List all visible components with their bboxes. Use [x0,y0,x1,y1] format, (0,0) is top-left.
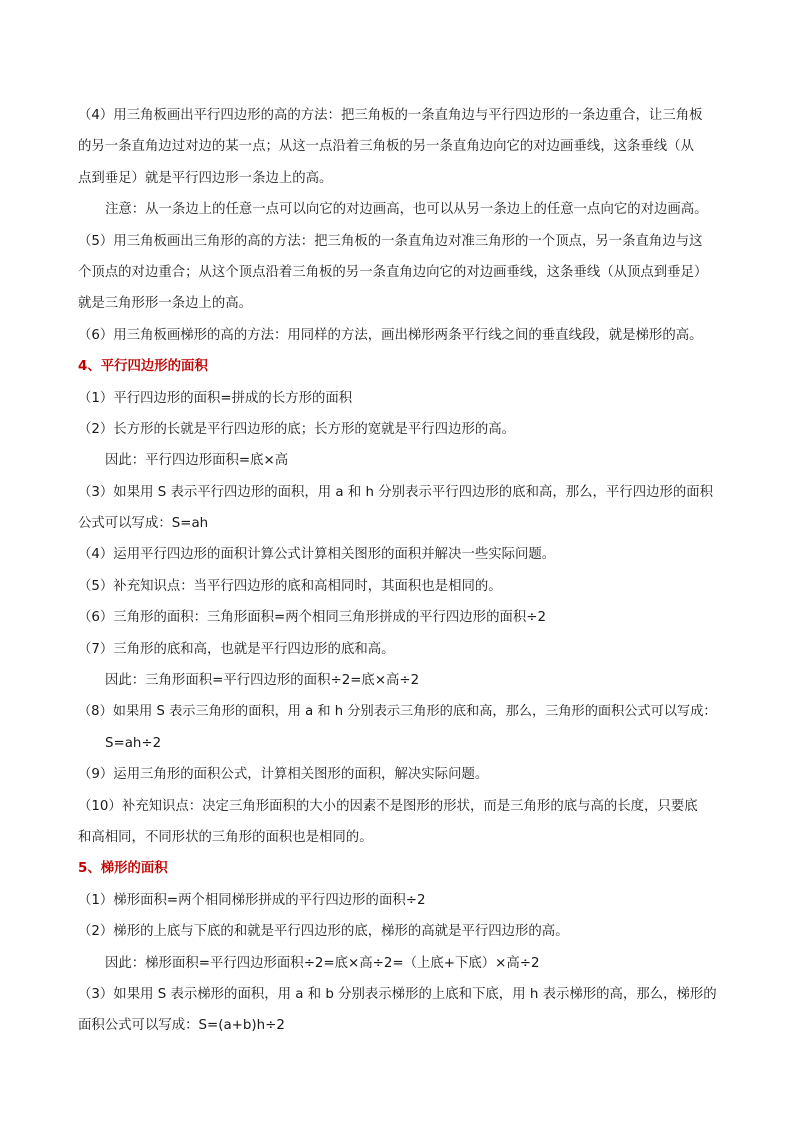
text-line: （8）如果用 S 表示三角形的面积，用 a 和 h 分别表示三角形的底和高，那么，三角形的面积公式可以写成： [78,704,717,720]
text-line: （3）如果用 S 表示梯形的面积，用 a 和 b 分别表示梯形的上底和下底，用 h 表示梯形的高，那么，梯形的 [78,986,717,1002]
text-line: （1）平行四边形的面积=拼成的长方形的面积 [78,390,353,406]
text-line: （2）梯形的上底与下底的和就是平行四边形的底，梯形的高就是平行四边形的高。 [78,924,569,940]
text-line: 和高相同，不同形状的三角形的面积也是相同的。 [78,829,373,845]
text-line: （3）如果用 S 表示平行四边形的面积，用 a 和 h 分别表示平行四边形的底和高，那么，平行四边形的面积 [78,484,714,500]
text-line: （6）用三角板画梯形的高的方法：用同样的方法，画出梯形两条平行线之间的垂直线段，就是梯形的高。 [78,327,703,343]
text-line: （2）长方形的长就是平行四边形的底；长方形的宽就是平行四边形的高。 [78,421,516,437]
text-line: 个顶点的对边重合；从这个顶点沿着三角板的另一条直角边向它的对边画垂线，这条垂线（从顶点到垂足） [78,264,708,280]
text-line: 就是三角形形一条边上的高。 [78,296,253,312]
text-line: 的另一条直角边过对边的某一点；从这一点沿着三角板的另一条直角边向它的对边画垂线，这条垂线（从 [78,139,694,155]
text-line: （5）补充知识点：当平行四边形的底和高相同时，其面积也是相同的。 [78,578,502,594]
text-line: （4）运用平行四边形的面积计算公式计算相关图形的面积并解决一些实际问题。 [78,547,556,563]
indented-text-line: 因此：梯形面积=平行四边形面积÷2=底×高÷2=（上底+下底）×高÷2 [105,955,540,971]
text-line: （7）三角形的底和高，也就是平行四边形的底和高。 [78,641,395,657]
text-line: （10）补充知识点：决定三角形面积的大小的因素不是图形的形状，而是三角形的底与高的长度，只要底 [78,798,698,814]
section-heading: 4、平行四边形的面积 [78,359,208,375]
text-line: （9）运用三角形的面积公式，计算相关图形的面积，解决实际问题。 [78,767,489,783]
text-line: （6）三角形的面积：三角形面积=两个相同三角形拼成的平行四边形的面积÷2 [78,610,546,626]
document-body [78,100,723,1042]
indented-text-line: 因此：三角形面积=平行四边形的面积÷2=底×高÷2 [105,673,420,689]
text-line: 点到垂足）就是平行四边形一条边上的高。 [78,170,333,186]
text-line: （1）梯形面积=两个相同梯形拼成的平行四边形的面积÷2 [78,892,426,908]
text-line: （5）用三角板画出三角形的高的方法：把三角板的一条直角边对准三角形的一个顶点，另一条直角边与这 [78,233,703,249]
text-line: （4）用三角板画出平行四边形的高的方法：把三角板的一条直角边与平行四边形的一条边重合，让三角板 [78,108,703,123]
indented-text-line: 因此：平行四边形面积=底×高 [105,453,289,469]
text-line: 公式可以写成：S=ah [78,516,209,532]
section-heading: 5、梯形的面积 [78,861,168,877]
indented-text-line: 注意：从一条边上的任意一点可以向它的对边画高，也可以从另一条边上的任意一点向它的对边画高。 [105,202,708,218]
text-line: 面积公式可以写成：S=(a+b)h÷2 [78,1018,285,1034]
indented-text-line: S=ah÷2 [105,735,162,751]
